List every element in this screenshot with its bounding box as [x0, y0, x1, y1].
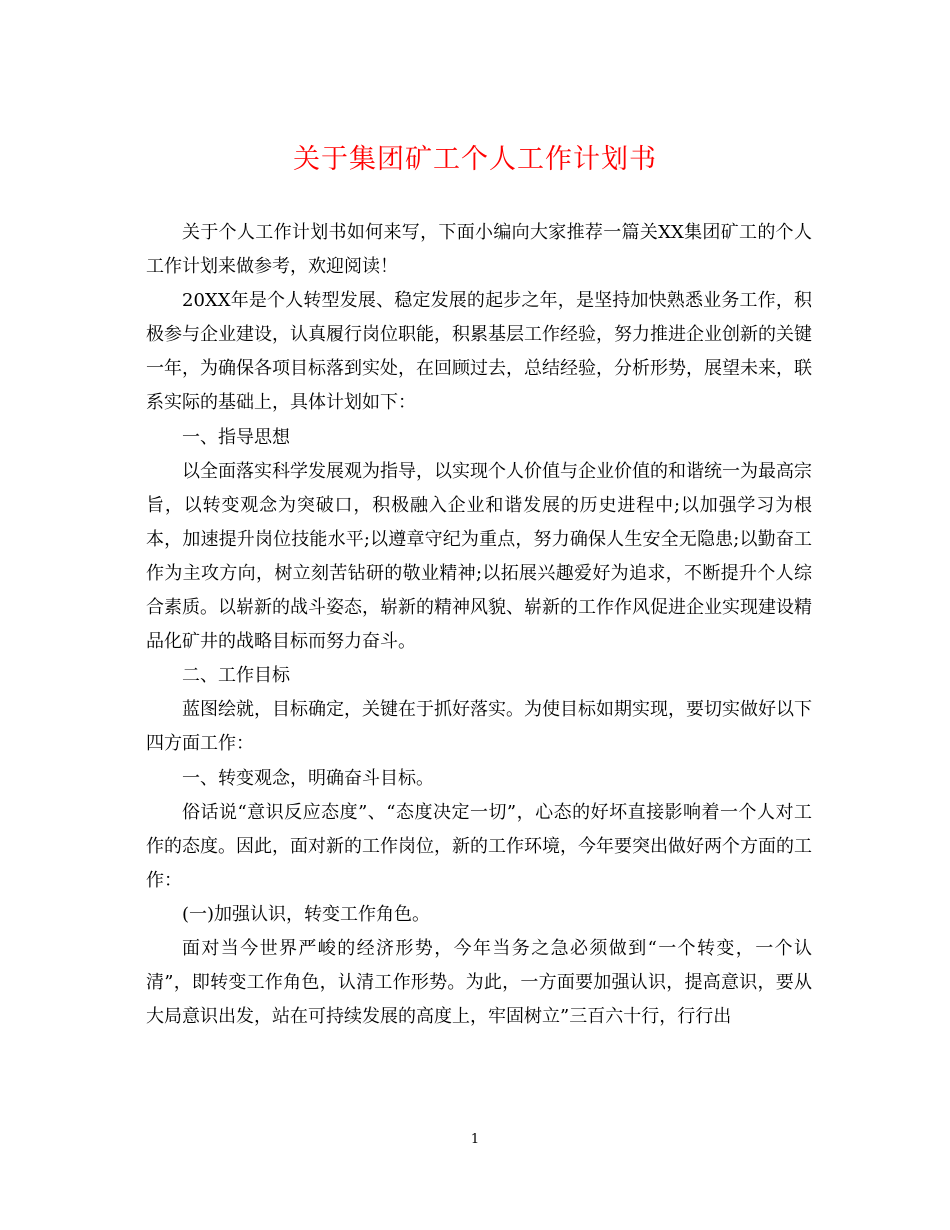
- work-goals-paragraph: 蓝图绘就，目标确定，关键在于抓好落实。为使目标如期实现，要切实做好以下四方面工作：: [146, 699, 812, 755]
- guiding-ideology-paragraph: 以全面落实科学发展观为指导，以实现个人价值与企业价值的和谐统一为最高宗旨，以转变观念为突破口，积极融入企业和谐发展的历史进程中;以加强学习为根本，加速提升岗位技能水平;以遵章守纪为重点，努力确保人生安全无隐患;以勤奋工作为主攻方向，树立刻苦钻研的敬业精神;以拓展兴趣爱好为追求，不断提升个人综合素质。以崭新的战斗姿态，崭新的精神风貌、崭新的工作作风促进企业实现建设精品化矿井的战略目标而努力奋斗。: [146, 460, 812, 653]
- document-title: 关于集团矿工个人工作计划书: [293, 144, 657, 175]
- document-body: [146, 216, 812, 1034]
- section-heading-work-goals: 二、工作目标: [182, 665, 290, 687]
- item-heading-strengthen-awareness: (一)加强认识，转变工作角色。: [182, 903, 431, 925]
- change-mindset-paragraph: 俗话说“意识反应态度”、“态度决定一切”，心态的好坏直接影响着一个人对工作的态度。因此，面对新的工作岗位，新的工作环境，今年要突出做好两个方面的工作：: [146, 801, 812, 891]
- section-heading-guiding-ideology: 一、指导思想: [182, 426, 290, 448]
- page-number: 1: [470, 1132, 480, 1147]
- intro-paragraph: 关于个人工作计划书如何来写，下面小编向大家推荐一篇关XX集团矿工的个人工作计划来做参考，欢迎阅读！: [146, 222, 812, 278]
- overview-paragraph: 20XX年是个人转型发展、稳定发展的起步之年，是坚持加快熟悉业务工作，积极参与企业建设，认真履行岗位职能，积累基层工作经验，努力推进企业创新的关键一年，为确保各项目标落到实处，在回顾过去，总结经验，分析形势，展望未来，联系实际的基础上，具体计划如下：: [146, 290, 812, 414]
- strengthen-awareness-paragraph: 面对当今世界严峻的经济形势，今年当务之急必须做到“一个转变，一个认清”，即转变工作角色，认清工作形势。为此，一方面要加强认识，提高意识，要从大局意识出发，站在可持续发展的高度上，牢固树立”三百六十行，行行出: [146, 937, 812, 1028]
- subsection-heading-change-mindset: 一、转变观念，明确奋斗目标。: [182, 767, 434, 789]
